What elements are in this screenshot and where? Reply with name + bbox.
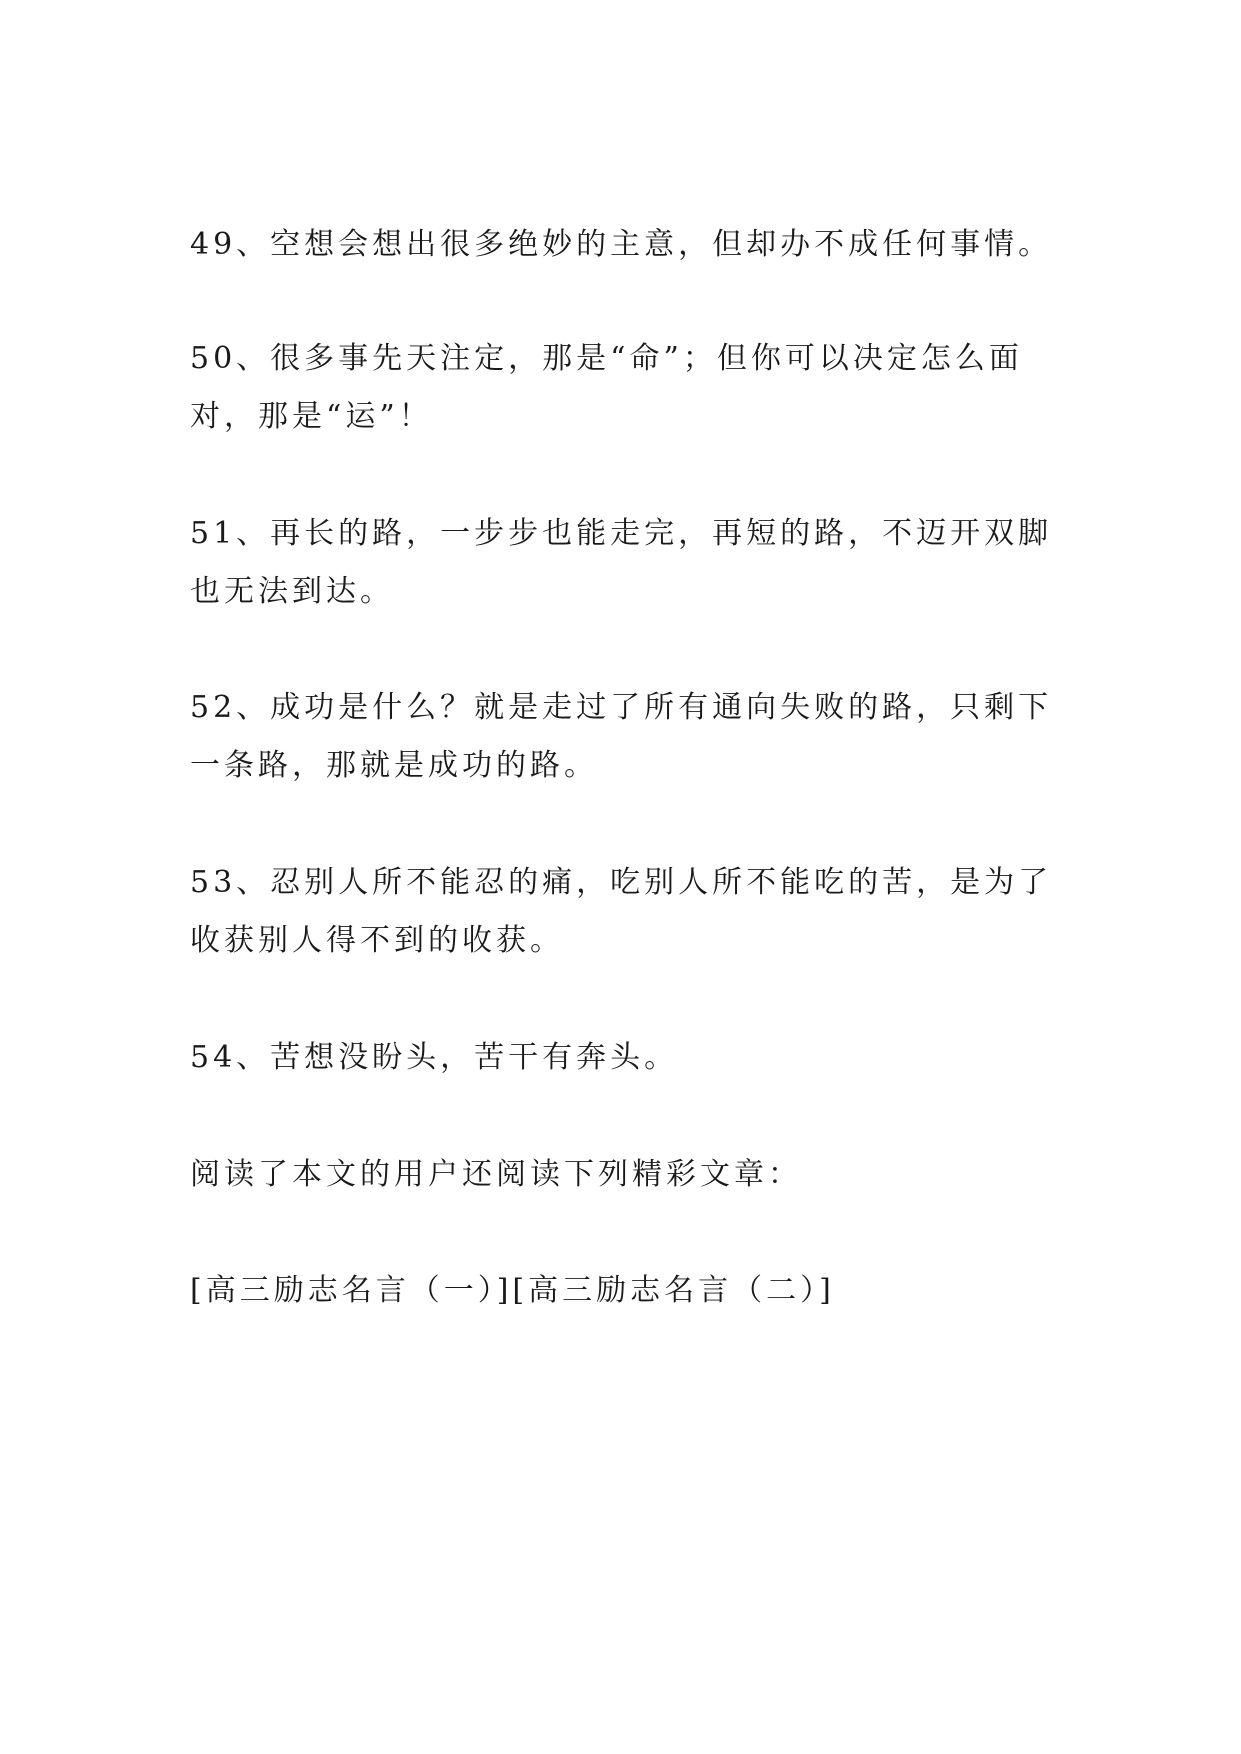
related-links <box>190 1262 1080 1320</box>
quote-52: 52、成功是什么？就是走过了所有通向失败的路，只剩下一条路，那就是成功的路。 <box>190 690 1053 783</box>
quote-51: 51、再长的路，一步步也能走完，再短的路，不迈开双脚也无法到达。 <box>190 516 1053 609</box>
quote-54: 54、苦想没盼头，苦干有奔头。 <box>190 1040 679 1075</box>
related-intro: 阅读了本文的用户还阅读下列精彩文章： <box>190 1157 802 1192</box>
related-link-1[interactable]: [高三励志名言（一）] <box>190 1273 513 1308</box>
quote-50: 50、很多事先天注定，那是“命”；但你可以决定怎么面对，那是“运”！ <box>190 341 1023 434</box>
related-link-2[interactable]: [高三励志名言（二）] <box>512 1273 835 1308</box>
quote-53: 53、忍别人所不能忍的痛，吃别人所不能吃的苦，是为了收获别人得不到的收获。 <box>190 865 1053 958</box>
quote-49: 49、空想会想出很多绝妙的主意，但却办不成任何事情。 <box>190 227 1053 262</box>
